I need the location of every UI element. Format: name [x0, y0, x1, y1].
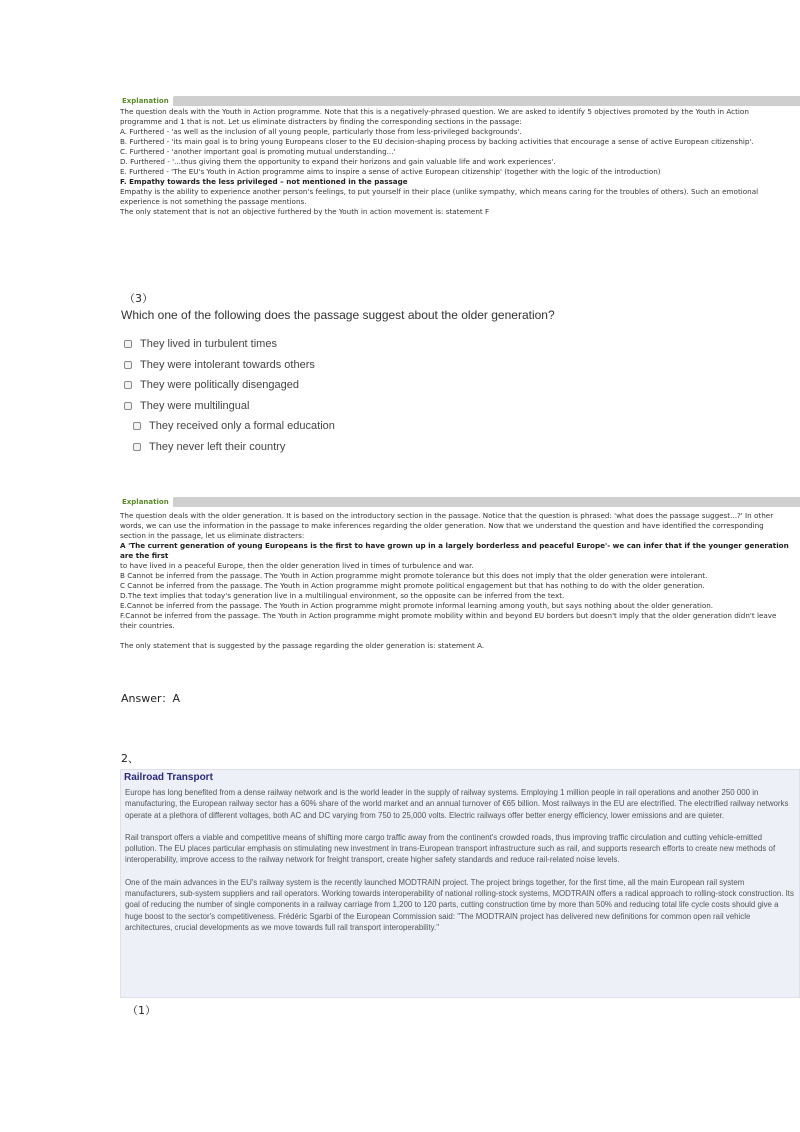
explanation-line: words, we can use the information in the passage to make inferences regarding the older generation. Now that we understand the question and have identified the corresponding — [120, 521, 764, 530]
explanation-line: B Cannot be inferred from the passage. The Youth in Action programme might promote tolerance but this does not imply that the older generation were intolerant. — [120, 571, 708, 580]
option-checkbox[interactable] — [124, 402, 132, 410]
explanation-2 — [120, 497, 800, 651]
explanation-line: C Cannot be inferred from the passage. The Youth in Action programme might promote political engagement but that has nothing to do with the older generation. — [120, 581, 705, 590]
section-number: 2、 — [121, 752, 139, 765]
option-checkbox[interactable] — [124, 381, 132, 389]
option-d[interactable] — [124, 400, 249, 412]
explanation-line: F. Empathy towards the less privileged – not mentioned in the passage — [120, 177, 408, 186]
explanation-header — [120, 497, 800, 507]
explanation-line: D.The text implies that today's generation live in a multilingual environment, so the opposite can be inferred from the text. — [120, 591, 565, 600]
reading-passage — [120, 769, 800, 998]
explanation-tag: Explanation — [120, 96, 173, 106]
explanation-text — [120, 107, 800, 217]
option-label: They received only a formal education — [149, 420, 335, 432]
answer: Answer：A — [121, 692, 181, 705]
explanation-line: The question deals with the Youth in Action programme. Note that this is a negatively-phrased question. We are asked to identify 5 objectives promoted by the Youth in Action — [120, 107, 749, 116]
option-label: They were politically disengaged — [140, 379, 299, 391]
option-c[interactable] — [124, 379, 299, 391]
explanation-line: The question deals with the older generation. It is based on the introductory section in the passage. Notice that the question is phrased: 'what does the passage suggest...?' In other — [120, 511, 774, 520]
explanation-line: D. Furthered - '...thus giving them the opportunity to expand their horizons and gain valuable life and work experiences'. — [120, 157, 556, 166]
explanation-line: C. Furthered - 'another important goal is promoting mutual understanding...' — [120, 147, 396, 156]
question-text: Which one of the following does the passage suggest about the older generation? — [121, 308, 555, 322]
explanation-line: experience is not something the passage mentions. — [120, 197, 307, 206]
explanation-line: Empathy is the ability to experience another person's feelings, to put yourself in their place (unlike sympathy, which means caring for the troubles of others). Such an emotional — [120, 187, 759, 196]
option-checkbox[interactable] — [133, 422, 141, 430]
explanation-line: to have lived in a peaceful Europe, then the older generation lived in times of turbulence and war. — [120, 561, 474, 570]
explanation-line: B. Furthered - 'its main goal is to bring young Europeans closer to the EU decision-shaping process by backing activities that encourage a sense of active European citizenship'. — [120, 137, 754, 146]
option-label: They never left their country — [149, 441, 286, 453]
explanation-line: A. Furthered - 'as well as the inclusion of all young people, particularly those from less-privileged backgrounds'. — [120, 127, 522, 136]
passage-paragraph: One of the main advances in the EU's railway system is the recently launched MODTRAIN project. The project brings together, for the first time, all the main European rail system manufacturers, sub-system suppliers and rail operators. Working towards interoperability of national rolling-stock systems, MODTRAIN offers a radical approach to rolling-stock construction. Its goal of reducing the number of single components in a railway carriage from 1,200 to 120 parts, cutting construction time by more than 50% and reducing total life cycle costs should give a huge boost to the sector's competitiveness. Frédéric Sgarbi of the European Commission said: "The MODTRAIN project has delivered new definitions for common open rail vehicle architectures, crucial developments as we move towards full rail transport interoperability." — [125, 877, 794, 932]
option-f[interactable] — [133, 441, 285, 453]
passage-paragraph: Europe has long benefited from a dense railway network and is the world leader in the supply of railway systems. Employing 1 million people in rail operations and another 250 000 in manufacturing, the European railway sector has a 60% share of the world market and an annual turnover of €65 billion. Most railways in the EU are electrified. The electrified railway networks operate at a plethora of different voltages, both AC and DC varying from 750 to 25,000 volts. Electric railways offer better energy efficiency, lower emissions and are quieter. — [125, 788, 789, 820]
option-checkbox[interactable] — [124, 340, 132, 348]
option-a[interactable] — [124, 338, 277, 350]
option-checkbox[interactable] — [133, 443, 141, 451]
option-label: They were multilingual — [140, 400, 250, 412]
explanation-header-bar — [120, 497, 800, 507]
explanation-tag: Explanation — [120, 497, 173, 507]
explanation-line: E. Furthered - 'The EU's Youth in Action programme aims to inspire a sense of active European citizenship' (together with the logic of the introduction) — [120, 167, 661, 176]
passage-paragraph: Rail transport offers a viable and competitive means of shifting more cargo traffic away from the continent's crowded roads, thus improving traffic circulation and cutting vehicle-emitted pollution. The EU places particular emphasis on stimulating new investment in trans-European transport infrastructure such as rail, and supports research efforts to create new methods of interoperability, improve access to the railway network for freight transport, create higher safety standards and reduce rail-related noise levels. — [125, 832, 776, 865]
explanation-line: The only statement that is not an objective furthered by the Youth in action movement is: statement F — [120, 207, 490, 216]
option-b[interactable] — [124, 359, 315, 371]
passage-title: Railroad Transport — [124, 772, 213, 783]
explanation-header — [120, 96, 800, 106]
explanation-line: A 'The current generation of young Europeans is the first to have grown up in a largely borderless and peaceful Europe'- we can infer that if the younger generation are the first — [120, 541, 789, 560]
explanation-line: F.Cannot be inferred from the passage. The Youth in Action programme might promote mobility within and beyond EU borders but doesn't imply that the older generation didn't leave — [120, 611, 777, 620]
explanation-line: section in the passage, let us eliminate distracters: — [120, 531, 305, 540]
explanation-line: their countries. — [120, 621, 175, 630]
explanation-header-bar — [120, 96, 800, 106]
passage-body — [125, 787, 795, 933]
explanation-1 — [120, 96, 800, 217]
option-e[interactable] — [133, 420, 335, 432]
explanation-text — [120, 511, 800, 651]
explanation-line: E.Cannot be inferred from the passage. The Youth in Action programme might promote informal learning among youth, but says nothing about the older generation. — [120, 601, 714, 610]
option-label: They lived in turbulent times — [140, 338, 277, 350]
explanation-line: The only statement that is suggested by the passage regarding the older generation is: statement A. — [120, 641, 485, 650]
explanation-line: programme and 1 that is not. Let us eliminate distracters by finding the corresponding sections in the passage: — [120, 117, 522, 126]
subquestion-number: （1） — [127, 1004, 156, 1017]
option-label: They were intolerant towards others — [140, 359, 315, 371]
option-checkbox[interactable] — [124, 361, 132, 369]
question-number: （3） — [124, 292, 153, 305]
